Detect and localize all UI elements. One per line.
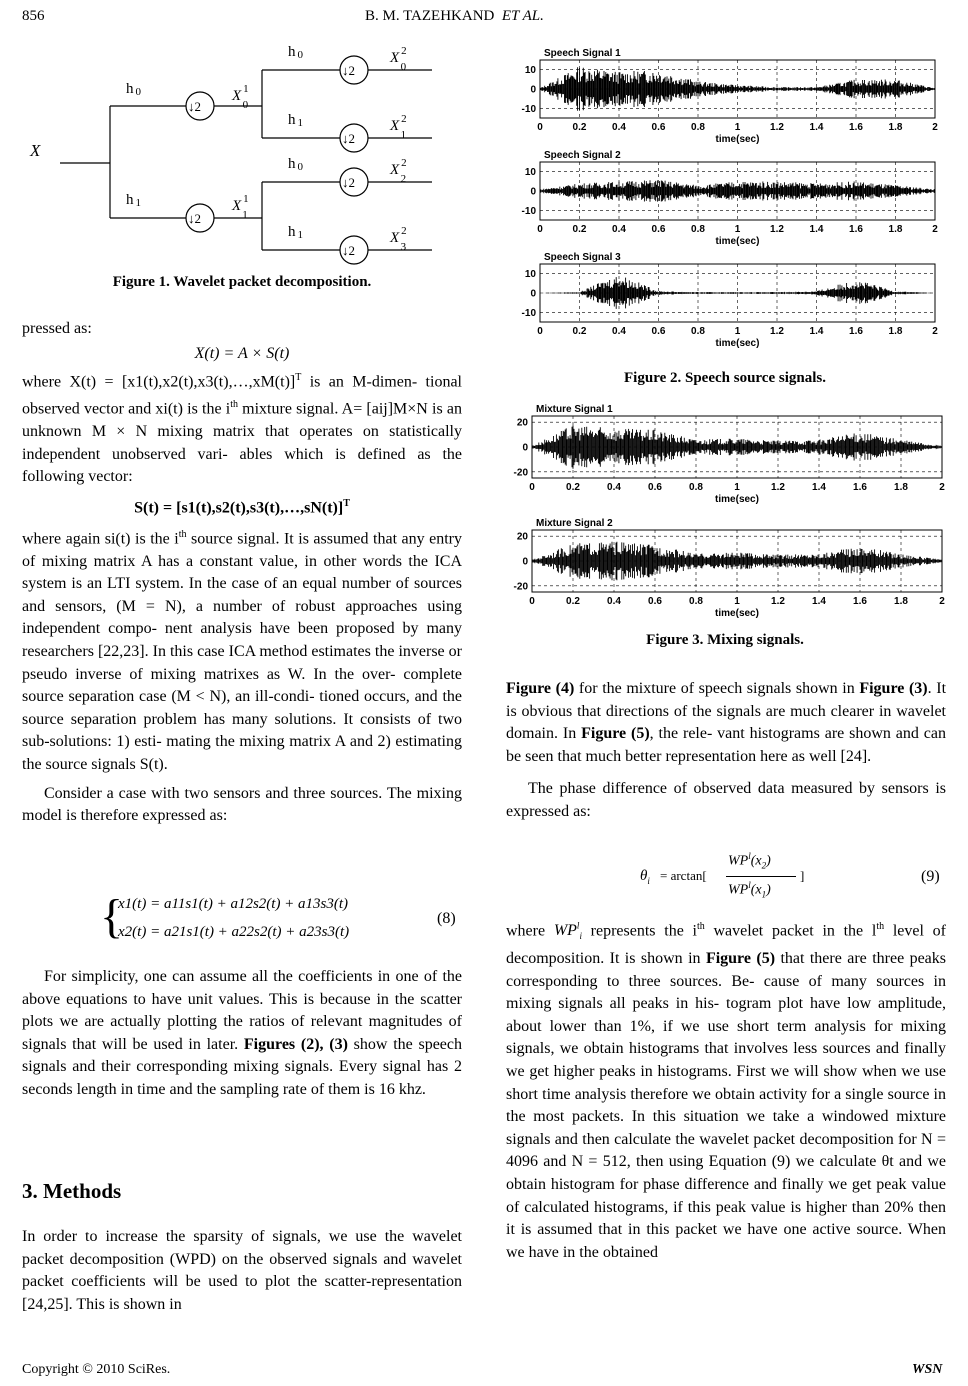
x-tick-2-5: 1 <box>734 326 741 337</box>
x-tick-3-6: 1.2 <box>771 482 785 493</box>
y-tick-0-0: 10 <box>524 65 536 77</box>
p-pressed: pressed as: <box>22 320 92 337</box>
fig1-x20: X $^2$ 0 <box>390 45 407 73</box>
running-head-etal: ET AL. <box>501 8 544 24</box>
x-tick-3-8: 1.6 <box>853 482 867 493</box>
fig1-input-x: X <box>30 141 41 160</box>
eq8-line1: x1(t) = a11s1(t) + a12s2(t) + a13s3(t) <box>118 896 349 912</box>
chart-title-1: Speech Signal 2 <box>544 150 621 161</box>
x-tick-0-7: 1.4 <box>809 122 824 133</box>
figure1-diagram <box>22 38 462 270</box>
fig1-h0-b: h 0 <box>288 44 303 61</box>
figure2-caption: Figure 2. Speech source signals. <box>624 370 826 386</box>
x-tick-2-6: 1.2 <box>770 326 784 337</box>
x-tick-1-7: 1.4 <box>809 224 824 235</box>
x-tick-0-2: 0.4 <box>612 122 626 133</box>
x-tick-0-5: 1 <box>734 122 741 133</box>
fig1-h0-a: h 0 <box>126 81 141 98</box>
x-tick-1-1: 0.2 <box>572 224 587 235</box>
section-methods: 3. Methods <box>22 1179 122 1203</box>
p-fig4: Figure (4) for the mixture of speech signals shown in Figure (3). It is obvious that directions of the signals are much clearer in wavelet domain. In Figure (5), the rele- vant histograms are shown and can be seen that much better representation here as well [24]. <box>506 680 947 765</box>
x-tick-1-3: 0.6 <box>651 224 666 235</box>
y-tick-4-0: 20 <box>516 531 528 543</box>
fig1-down-1: ↓2 <box>188 99 201 114</box>
y-tick-1-0: 10 <box>524 167 536 179</box>
x-label-3: time(sec) <box>715 494 759 505</box>
right-column-2 <box>506 915 946 1264</box>
fig1-x22: X $^2$ 2 <box>390 157 407 185</box>
x-tick-2-7: 1.4 <box>809 326 824 337</box>
x-tick-0-4: 0.8 <box>691 122 705 133</box>
fig1-h1-c: h 1 <box>288 224 303 241</box>
fig1-down-4: ↓2 <box>342 131 355 146</box>
x-label-1: time(sec) <box>715 236 760 247</box>
signal-series-2 <box>540 277 935 309</box>
y-tick-2-2: -10 <box>521 307 536 319</box>
p-consider: Consider a case with two sensors and three sources. The mixing model is therefore expressed as: <box>22 784 462 825</box>
y-tick-4-1: 0 <box>522 556 528 568</box>
x-tick-2-8: 1.6 <box>849 326 863 337</box>
x-tick-1-10: 2 <box>932 224 938 235</box>
x-tick-4-0: 0 <box>529 596 535 607</box>
x-tick-0-1: 0.2 <box>572 122 587 133</box>
x-tick-4-1: 0.2 <box>566 596 580 607</box>
x-tick-1-5: 1 <box>734 224 741 235</box>
fig1-h1-a: h 1 <box>126 192 141 209</box>
x-tick-2-3: 0.6 <box>651 326 666 337</box>
x-tick-2-10: 2 <box>932 326 938 337</box>
y-tick-2-1: 0 <box>530 288 536 300</box>
eq9-denominator: $WP^l(x_1)$ <box>728 880 771 900</box>
eq8-line2: x2(t) = a21s1(t) + a22s2(t) + a23s3(t) <box>118 924 350 940</box>
fig1-down-6: ↓2 <box>342 243 355 258</box>
page-number: 856 <box>22 8 45 24</box>
fig1-down-3: ↓2 <box>342 63 355 78</box>
fig1-x21: X $^2$ 1 <box>390 113 407 141</box>
x-tick-0-8: 1.6 <box>849 122 863 133</box>
running-head-authors: B. M. TAZEHKAND <box>365 8 495 24</box>
x-tick-3-2: 0.4 <box>607 482 621 493</box>
x-tick-0-6: 1.2 <box>770 122 784 133</box>
p-where-wp: where $WP^l_i$ represents the $i^{th}$ wavelet packet in the $l^{th}$ level of decomposition. It is shown in Figure (5) that there are three peaks corresponding to three sources. Be- cause of many sources in mixing signals all peaks in his- togram plot have low amplitude, about lower than 1%, if we use short term analysis for mixing signals, we obtain histograms that involves less sources and finally we get higher peaks in histograms. First we will show when we use short time analysis therefore we obtain activity for a single source in the most packets. In this situation we take a windowed mixture signals and then calculate the wavelet packet decomposition for N = 4096 and N = 512, then using Equation (9) we calculate θt and we obtain histogram for phase difference and finally we get peak value of calculated histograms, if this peak value is higher than 20% then it is assumed that in this packet we have one active source. When we have in the obtained <box>506 921 947 1261</box>
x-tick-3-4: 0.8 <box>689 482 703 493</box>
eq9-numerator: $WP^l(x_2)$ <box>728 851 771 871</box>
fig1-x10: X $^1$ 0 <box>232 83 249 111</box>
figure3-caption: Figure 3. Mixing signals. <box>646 632 804 648</box>
x-tick-3-0: 0 <box>529 482 535 493</box>
x-tick-4-8: 1.6 <box>853 596 867 607</box>
x-tick-4-5: 1 <box>734 596 740 607</box>
fig1-x23: X $^2$ 3 <box>390 225 407 253</box>
x-tick-1-2: 0.4 <box>612 224 626 235</box>
x-tick-3-7: 1.4 <box>812 482 826 493</box>
figure2-chart <box>500 40 950 360</box>
x-tick-3-3: 0.6 <box>648 482 662 493</box>
y-tick-3-0: 20 <box>516 417 528 429</box>
chart-title-2: Speech Signal 3 <box>544 252 621 263</box>
figure1-caption: Figure 1. Wavelet packet decomposition. <box>112 274 372 290</box>
equation-9 <box>640 848 820 908</box>
x-tick-4-6: 1.2 <box>771 596 785 607</box>
footer-journal: WSN <box>912 1362 943 1377</box>
eq9-theta: $\theta_i$ <box>640 868 650 886</box>
eq-st: S(t) = [s1(t),s2(t),s3(t),…,sN(t)]$^T$ <box>134 497 350 517</box>
x-tick-2-9: 1.8 <box>888 326 903 337</box>
figure3-chart <box>500 398 950 618</box>
chart-title-4: Mixture Signal 2 <box>536 518 613 529</box>
left-column <box>22 318 462 828</box>
x-tick-0-3: 0.6 <box>651 122 666 133</box>
x-tick-3-9: 1.8 <box>894 482 908 493</box>
x-tick-0-0: 0 <box>537 122 543 133</box>
equation-8 <box>100 888 400 958</box>
eq9-number: (9) <box>921 868 940 885</box>
x-tick-2-2: 0.4 <box>612 326 626 337</box>
x-label-0: time(sec) <box>715 134 760 145</box>
x-tick-3-10: 2 <box>939 482 945 493</box>
fig1-h0-c: h 0 <box>288 156 303 173</box>
y-tick-0-1: 0 <box>530 84 536 96</box>
x-tick-0-9: 1.8 <box>888 122 903 133</box>
x-tick-4-10: 2 <box>939 596 945 607</box>
fig1-h1-b: h 1 <box>288 112 303 129</box>
x-tick-3-5: 1 <box>734 482 740 493</box>
eq8-number: (8) <box>437 910 456 927</box>
x-label-4: time(sec) <box>715 608 759 618</box>
p-where: where X(t) = [x1(t),x2(t),x3(t),…,xM(t)]$^T$ is an M-dimen- tional observed vector and xi(t) is the $i^{th}$ mixture signal. A= [aij]M×N is an unknown M × N mixing matrix that operates on statistically independent unobserved vari- ables which is defined as the following vector: <box>22 372 463 486</box>
y-tick-4-2: -20 <box>513 581 528 593</box>
p-again: where again si(t) is the $i^{th}$ source signal. It is assumed that any entry of mixing matrix A has a constant value, in other words the ICA system is an LTI system. In the case of an equal number of sources and sensors, (M = N), a number of robust approaches using independent compo- nent analysis have been proposed by many researchers [22,23]. In this case ICA method estimates the inverse or pseudo inverse of mixing matrixes as W. In the over- complete source separation case (M < N), an ill-condi- tioned occurs, and the source separation problem has many solutions. It consists of two sub-solutions: 1) esti- mating the mixing matrix A and 2) estimating the source signals S(t). <box>22 528 463 773</box>
p-simplicity: For simplicity, one can assume all the coefficients in one of the above equations to have unit values. This is because in the scatter plots we are actually plotting the ratios of relevant magnitudes of signals that will be used in later. Figures (2), (3) show the speech signals and their corresponding mixing signals. Every signal has 2 seconds length in time and the sampling rate of them is 16 khz. <box>22 968 462 1098</box>
y-tick-3-2: -20 <box>513 467 528 479</box>
x-tick-1-4: 0.8 <box>691 224 705 235</box>
x-tick-4-3: 0.6 <box>648 596 662 607</box>
chart-title-0: Speech Signal 1 <box>544 48 621 59</box>
right-column <box>506 678 946 824</box>
signal-series-3 <box>532 425 942 468</box>
eq8-brace: { <box>100 890 124 943</box>
x-tick-0-10: 2 <box>932 122 938 133</box>
chart-title-3: Mixture Signal 1 <box>536 404 613 415</box>
y-tick-1-2: -10 <box>521 205 536 217</box>
x-tick-1-8: 1.6 <box>849 224 863 235</box>
left-column-3 <box>22 1226 462 1316</box>
x-tick-3-1: 0.2 <box>566 482 580 493</box>
x-tick-4-4: 0.8 <box>689 596 703 607</box>
y-tick-2-0: 10 <box>524 269 536 281</box>
eq9-fraction-bar <box>726 876 796 877</box>
fig1-down-2: ↓2 <box>188 211 201 226</box>
y-tick-0-2: -10 <box>521 103 536 115</box>
running-head <box>365 8 544 25</box>
eq-xt: X(t) = A × S(t) <box>194 344 290 362</box>
x-tick-2-1: 0.2 <box>572 326 587 337</box>
x-tick-1-6: 1.2 <box>770 224 784 235</box>
p-methods: In order to increase the sparsity of signals, we use the wavelet packet decomposition (WPD) on the observed signals and wavelet packet coefficients will be used to plot the scatter-representation [24,25]. This is shown in <box>22 1228 462 1313</box>
x-tick-4-2: 0.4 <box>607 596 621 607</box>
y-tick-1-1: 0 <box>530 186 536 198</box>
p-phase: The phase difference of observed data measured by sensors is expressed as: <box>506 780 946 820</box>
fig1-x11: X $^1$ 1 <box>232 193 249 221</box>
eq9-close: ] <box>800 868 805 883</box>
x-tick-2-4: 0.8 <box>691 326 705 337</box>
footer-copyright: Copyright © 2010 SciRes. <box>22 1362 171 1377</box>
x-tick-4-9: 1.8 <box>894 596 908 607</box>
x-tick-1-0: 0 <box>537 224 543 235</box>
x-tick-1-9: 1.8 <box>888 224 903 235</box>
x-tick-2-0: 0 <box>537 326 543 337</box>
left-column-2 <box>22 966 462 1102</box>
eq9-arctan: = arctan[ <box>660 868 707 883</box>
x-tick-4-7: 1.4 <box>812 596 826 607</box>
fig1-down-5: ↓2 <box>342 175 355 190</box>
y-tick-3-1: 0 <box>522 442 528 454</box>
x-label-2: time(sec) <box>715 338 760 349</box>
